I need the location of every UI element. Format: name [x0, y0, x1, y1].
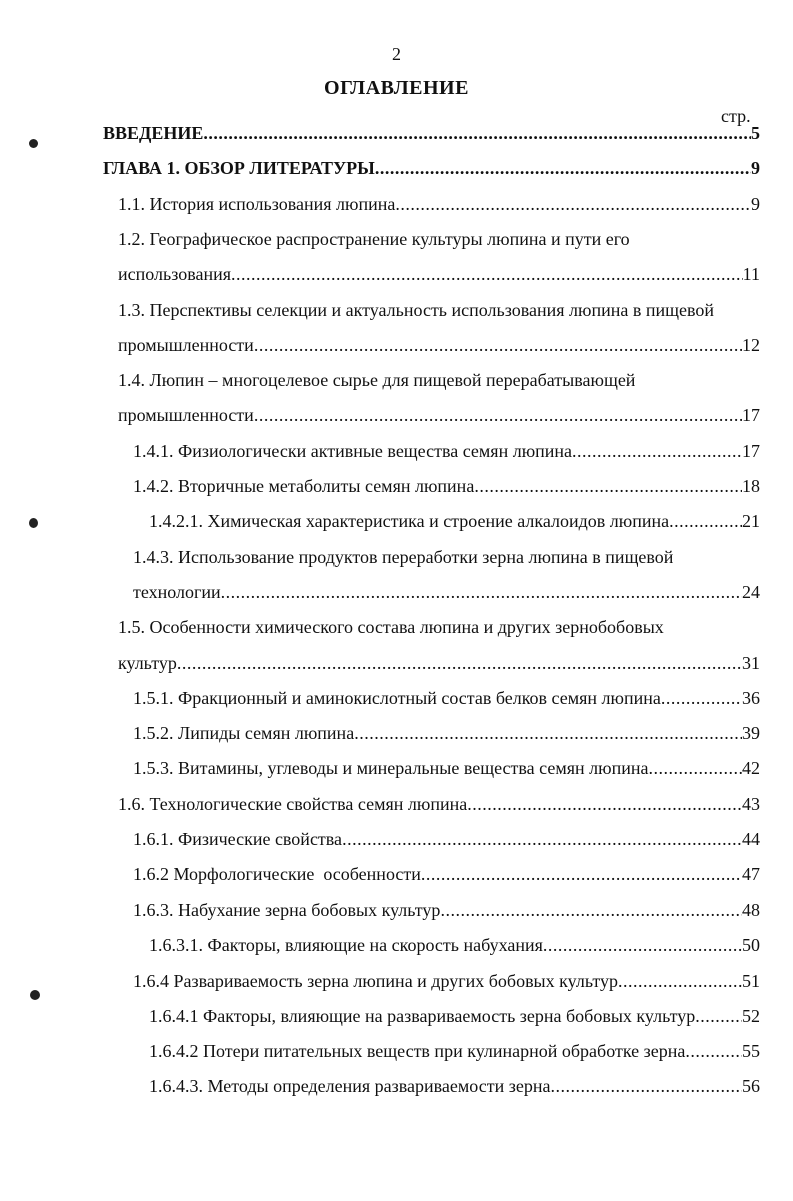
toc-entry-title: 1.6.4.2 Потери питательных веществ при кулинарной обработке зерна [149, 1041, 686, 1061]
toc-entry-page: 48 [742, 900, 760, 920]
dot-leader [254, 405, 742, 426]
dot-leader [685, 1041, 742, 1062]
toc-entry-title: 1.5.1. Фракционный и аминокислотный состав белков семян люпина [133, 688, 661, 708]
toc-entry-title: 1.4.1. Физиологически активные вещества семян люпина [133, 441, 573, 461]
toc-entry-title: 1.6.3. Набухание зерна бобовых культур [133, 900, 441, 920]
toc-entry-title: 1.6.1. Физические свойства [133, 829, 343, 849]
page-title: ОГЛАВЛЕНИЕ [324, 77, 469, 99]
toc-entry-page: 11 [742, 264, 760, 284]
toc-entry-1-6-3[interactable] [133, 900, 760, 928]
dot-leader [354, 723, 742, 744]
toc-entry-page: 17 [742, 405, 760, 425]
dot-leader [375, 158, 751, 179]
toc-entry-1-5[interactable] [118, 653, 760, 681]
toc-entry-1-3[interactable] [118, 335, 760, 363]
toc-entry-page: 9 [751, 194, 760, 214]
toc-entry-1-5-3[interactable] [133, 758, 760, 786]
toc-entry-page: 31 [742, 653, 760, 673]
toc-entry-page: 18 [742, 476, 760, 496]
toc-entry-title: 1.6.4.3. Методы определения развариваемости зерна [149, 1076, 551, 1096]
toc-entry-title: 1.6.2 Морфологические особенности [133, 864, 421, 884]
toc-entry-1-5-2[interactable] [133, 723, 760, 751]
toc-entry-1-4[interactable] [118, 405, 760, 433]
dot-leader [695, 1006, 742, 1027]
toc-entry-title: ГЛАВА 1. ОБЗОР ЛИТЕРАТУРЫ [103, 158, 375, 178]
toc-entry-page: 39 [742, 723, 760, 743]
dot-leader [618, 971, 742, 992]
toc-entry-page: 56 [742, 1076, 760, 1096]
page-column-label: стр. [721, 106, 751, 126]
punch-hole-mark [29, 518, 38, 528]
dot-leader [661, 688, 742, 709]
toc-entry-1-6[interactable] [118, 794, 760, 822]
toc-entry-1-6-4-1[interactable] [149, 1006, 760, 1034]
toc-entry-1-4-2[interactable] [133, 476, 760, 504]
dot-leader [342, 829, 742, 850]
toc-entry-page: 52 [742, 1006, 760, 1026]
toc-entry-1-5-1[interactable] [133, 688, 760, 716]
toc-entry-title: 1.6.3.1. Факторы, влияющие на скорость набухания [149, 935, 543, 955]
dot-leader [231, 264, 743, 285]
dot-leader [669, 511, 742, 532]
punch-hole-mark [29, 139, 38, 148]
toc-entry-title: 1.1. История использования люпина [118, 194, 396, 214]
toc-entry-title: ВВЕДЕНИЕ [103, 123, 204, 143]
dot-leader [648, 758, 742, 779]
toc-entry-title: 1.6. Технологические свойства семян люпина [118, 794, 468, 814]
toc-entry-1-6-3-1[interactable] [149, 935, 760, 963]
toc-entry-page: 9 [751, 158, 760, 178]
toc-entry-title: промышленности [118, 335, 254, 355]
dot-leader [177, 653, 742, 674]
toc-entry-1-4-first-line: 1.4. Люпин – многоцелевое сырье для пищевой перерабатывающей [118, 370, 636, 390]
toc-entry-page: 42 [742, 758, 760, 778]
page-number: 2 [392, 44, 401, 64]
dot-leader [572, 441, 742, 462]
toc-entry-1-6-4-3[interactable] [149, 1076, 760, 1104]
toc-entry-1-4-3[interactable] [133, 582, 760, 610]
toc-entry-page: 5 [751, 123, 760, 143]
dot-leader [440, 900, 742, 921]
dot-leader [395, 194, 751, 215]
toc-entry-title: культур [118, 653, 177, 673]
toc-entry-1-1[interactable] [118, 194, 760, 222]
toc-entry-page: 44 [742, 829, 760, 849]
toc-entry-page: 55 [742, 1041, 760, 1061]
toc-entry-page: 47 [742, 864, 760, 884]
toc-entry-1-2[interactable] [118, 264, 760, 292]
toc-entry-1-4-3-first-line: 1.4.3. Использование продуктов переработки зерна люпина в пищевой [133, 547, 674, 567]
dot-leader [203, 123, 751, 144]
toc-entry-1-6-4[interactable] [133, 971, 760, 999]
toc-entry-1-4-1[interactable] [133, 441, 760, 469]
toc-entry-1-4-2-1[interactable] [149, 511, 760, 539]
punch-hole-mark [30, 990, 40, 1000]
toc-entry-title: технологии [133, 582, 221, 602]
toc-entry-page: 50 [742, 935, 760, 955]
dot-leader [221, 582, 742, 603]
toc-entry-page: 12 [742, 335, 760, 355]
dot-leader [550, 1076, 742, 1097]
toc-entry-introduction[interactable] [103, 123, 760, 151]
toc-entry-title: использования [118, 264, 232, 284]
toc-entry-title: 1.4.2.1. Химическая характеристика и строение алкалоидов люпина [149, 511, 670, 531]
toc-entry-page: 36 [742, 688, 760, 708]
toc-entry-1-3-first-line: 1.3. Перспективы селекции и актуальность использования люпина в пищевой [118, 300, 714, 320]
toc-entry-chapter-1[interactable] [103, 158, 760, 186]
toc-entry-1-6-4-2[interactable] [149, 1041, 760, 1069]
toc-entry-page: 51 [742, 971, 760, 991]
toc-entry-page: 17 [742, 441, 760, 461]
toc-entry-title: 1.5.2. Липиды семян люпина [133, 723, 355, 743]
dot-leader [421, 864, 742, 885]
toc-entry-page: 21 [742, 511, 760, 531]
toc-entry-1-6-2[interactable] [133, 864, 760, 892]
toc-entry-title: 1.6.4.1 Факторы, влияющие на развариваемость зерна бобовых культур [149, 1006, 696, 1026]
toc-entry-1-5-first-line: 1.5. Особенности химического состава люпина и других зернобобовых [118, 617, 664, 637]
toc-entry-page: 24 [742, 582, 760, 602]
toc-entry-page: 43 [742, 794, 760, 814]
dot-leader [254, 335, 742, 356]
toc-entry-title: 1.4.2. Вторичные метаболиты семян люпина [133, 476, 475, 496]
toc-entry-title: 1.6.4 Развариваемость зерна люпина и других бобовых культур [133, 971, 618, 991]
toc-entry-1-6-1[interactable] [133, 829, 760, 857]
toc-entry-title: промышленности [118, 405, 254, 425]
dot-leader [467, 794, 742, 815]
toc-entry-1-2-first-line: 1.2. Географическое распространение культуры люпина и пути его [118, 229, 630, 249]
toc-entry-title: 1.5.3. Витамины, углеводы и минеральные вещества семян люпина [133, 758, 649, 778]
dot-leader [543, 935, 742, 956]
dot-leader [474, 476, 742, 497]
